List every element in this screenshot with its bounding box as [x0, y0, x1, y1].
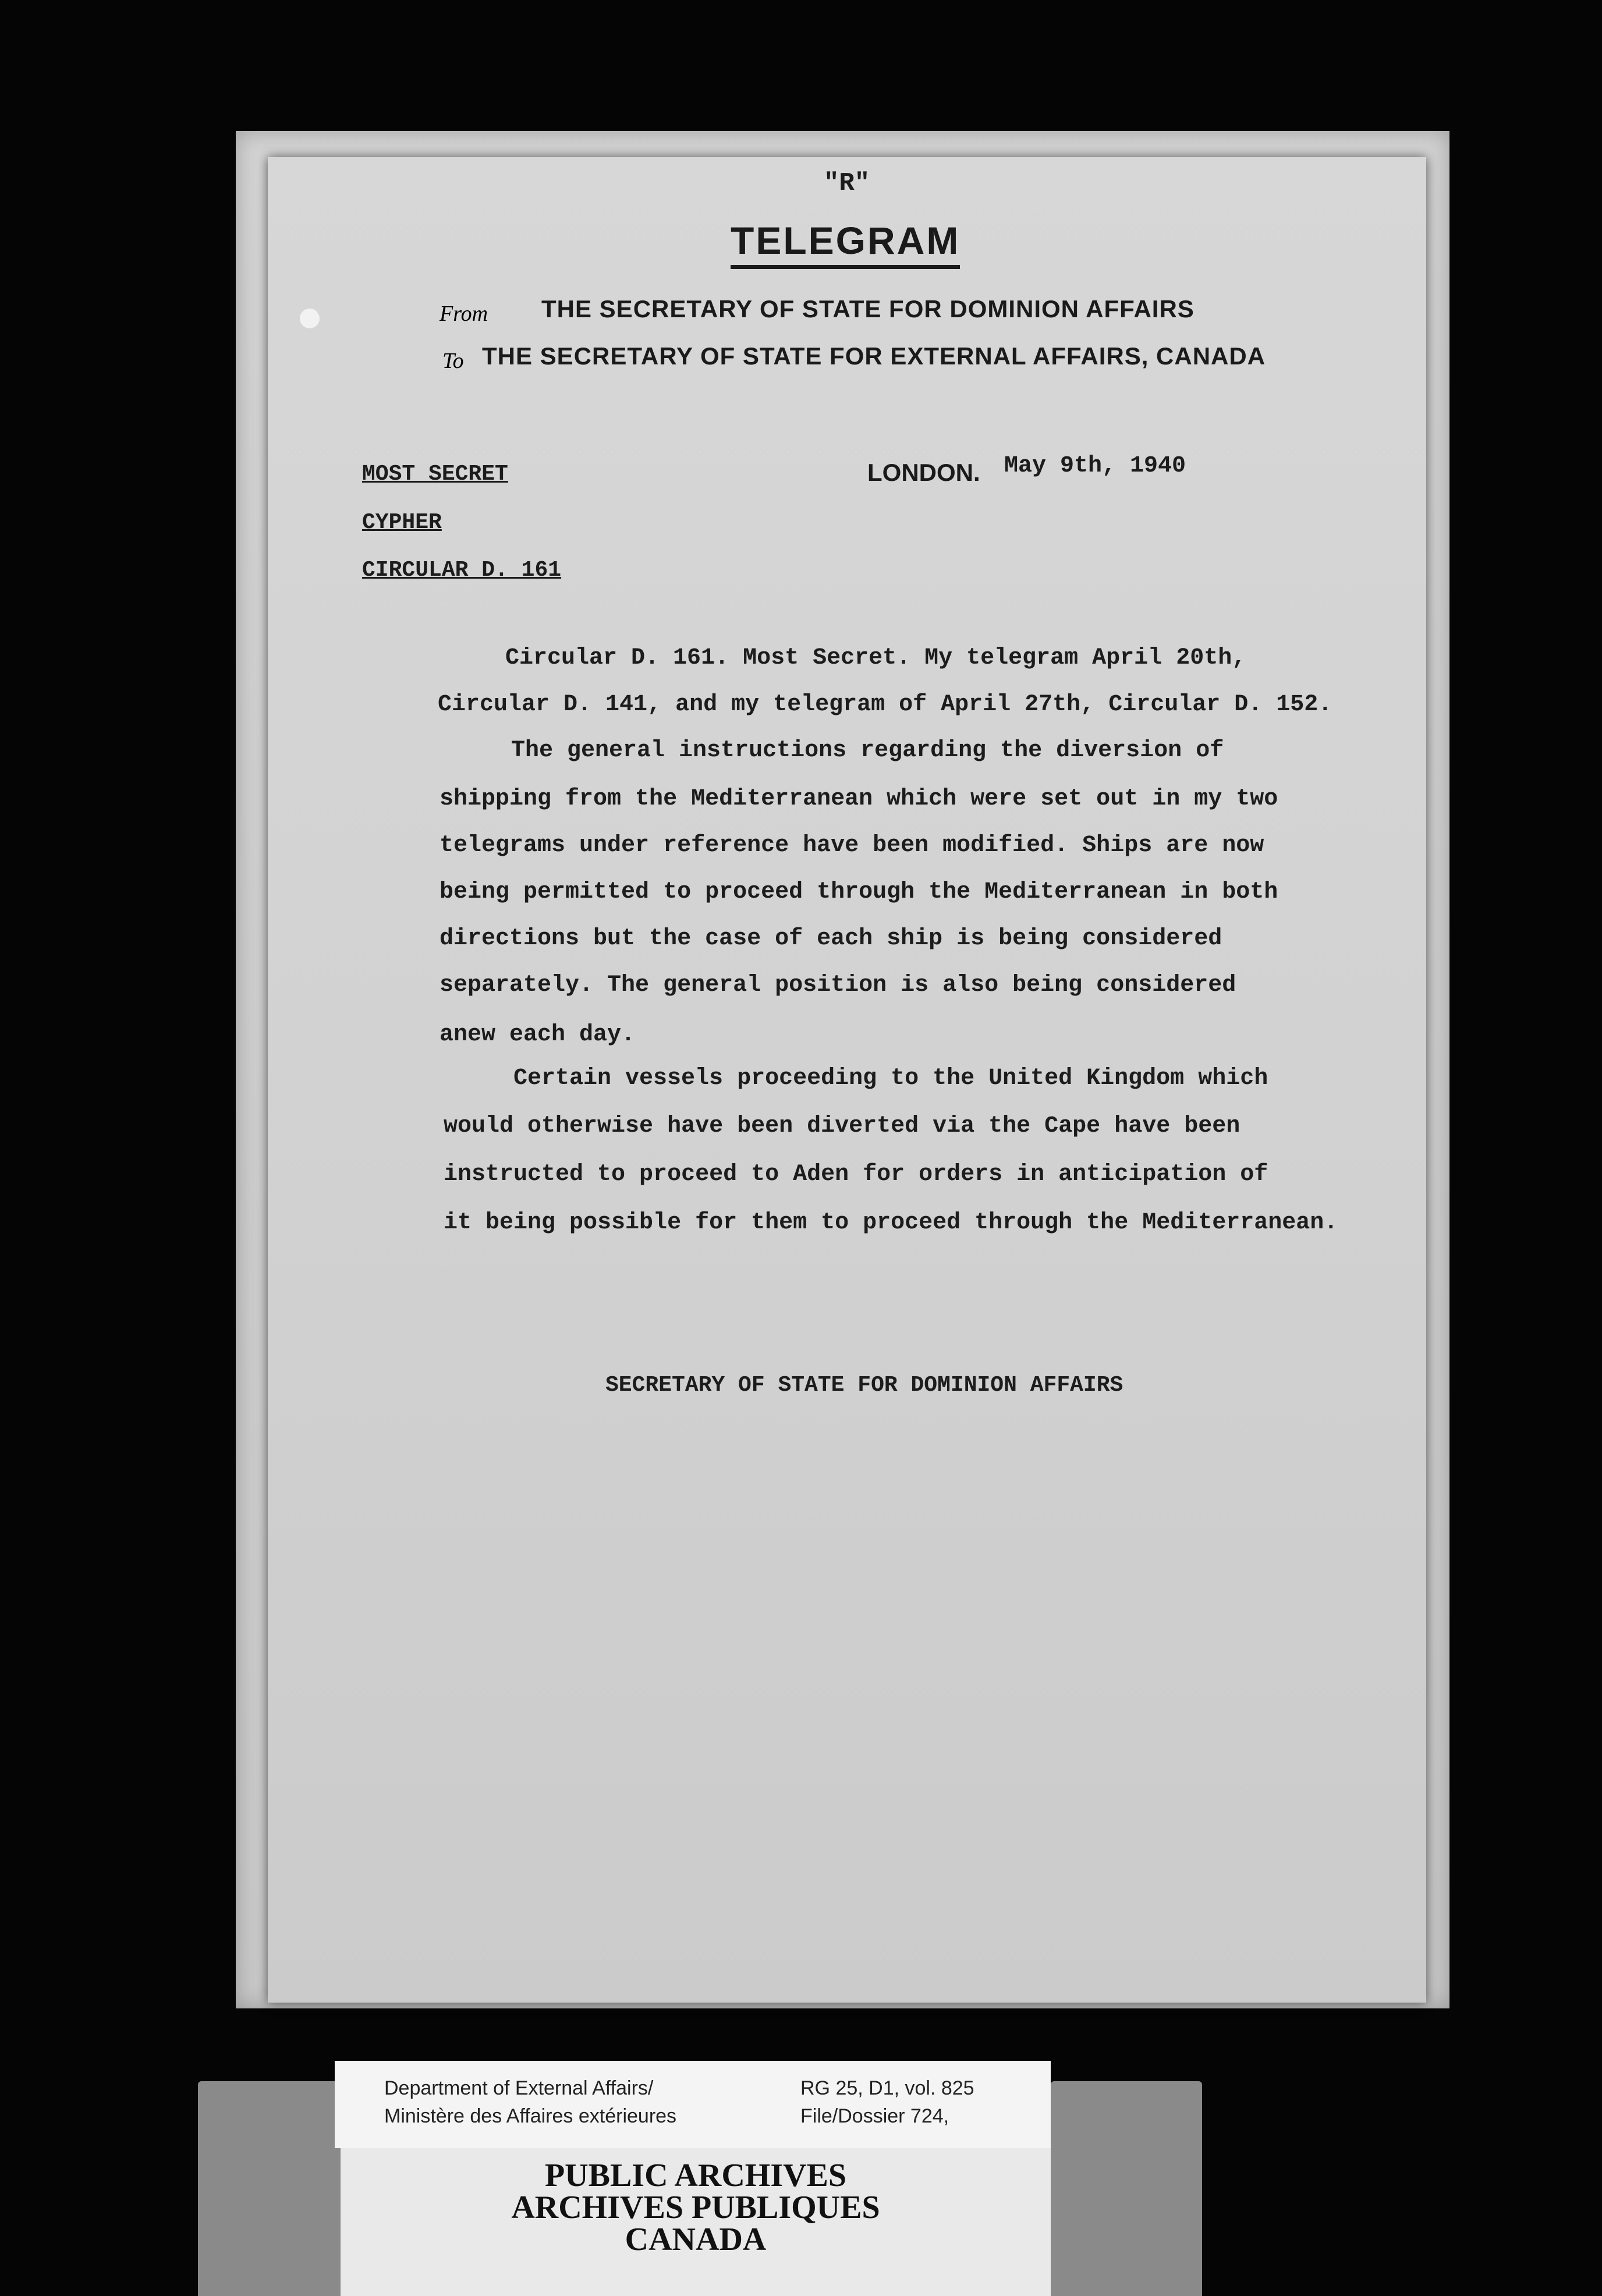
archive-stamp-line-2: ARCHIVES PUBLIQUES — [511, 2189, 880, 2226]
archive-reference-card — [335, 2061, 1051, 2148]
signature: SECRETARY OF STATE FOR DOMINION AFFAIRS — [605, 1373, 1123, 1398]
sent-date: May 9th, 1940 — [1004, 453, 1186, 479]
body-line: it being possible for them to proceed through the Mediterranean. — [444, 1210, 1338, 1236]
punch-hole — [300, 309, 320, 328]
sent-place: LONDON. — [867, 459, 980, 486]
transmission-method: CYPHER — [362, 510, 442, 535]
film-strip-tab-right — [1051, 2081, 1202, 2296]
archive-stamp-line-1: PUBLIC ARCHIVES — [544, 2157, 847, 2194]
body-line: shipping from the Mediterranean which were set out in my two — [440, 786, 1278, 812]
from-value: THE SECRETARY OF STATE FOR DOMINION AFFAIRS — [541, 295, 1195, 323]
record-group: RG 25, D1, vol. 825 — [800, 2077, 974, 2099]
body-line: Circular D. 141, and my telegram of April 27th, Circular D. 152. — [438, 692, 1332, 718]
page-mark: "R" — [824, 169, 870, 198]
archive-stamp-line-3: CANADA — [625, 2221, 767, 2258]
to-value: THE SECRETARY OF STATE FOR EXTERNAL AFFAIRS, CANADA — [482, 342, 1266, 370]
body-line: being permitted to proceed through the Mediterranean in both — [440, 879, 1278, 905]
classification: MOST SECRET — [362, 462, 508, 487]
circular-reference: CIRCULAR D. 161 — [362, 558, 562, 583]
telegram-title: TELEGRAM — [731, 218, 960, 269]
film-strip-tab-left — [198, 2081, 341, 2296]
body-line: would otherwise have been diverted via the Cape have been — [444, 1113, 1241, 1139]
file-number: File/Dossier 724, — [800, 2105, 949, 2127]
department-english: Department of External Affairs/ — [384, 2077, 654, 2099]
body-line: instructed to proceed to Aden for orders in anticipation of — [444, 1161, 1268, 1188]
body-line: separately. The general position is also being considered — [440, 972, 1236, 998]
body-line: Circular D. 161. Most Secret. My telegram April 20th, — [505, 645, 1246, 671]
body-line: The general instructions regarding the diversion of — [511, 738, 1224, 764]
to-label: To — [442, 349, 464, 373]
body-line: directions but the case of each ship is being considered — [440, 926, 1222, 952]
from-label: From — [440, 302, 488, 326]
body-line: anew each day. — [440, 1022, 636, 1048]
body-line: telegrams under reference have been modified. Ships are now — [440, 832, 1264, 859]
body-line: Certain vessels proceeding to the United Kingdom which — [513, 1065, 1268, 1092]
department-french: Ministère des Affaires extérieures — [384, 2105, 677, 2127]
